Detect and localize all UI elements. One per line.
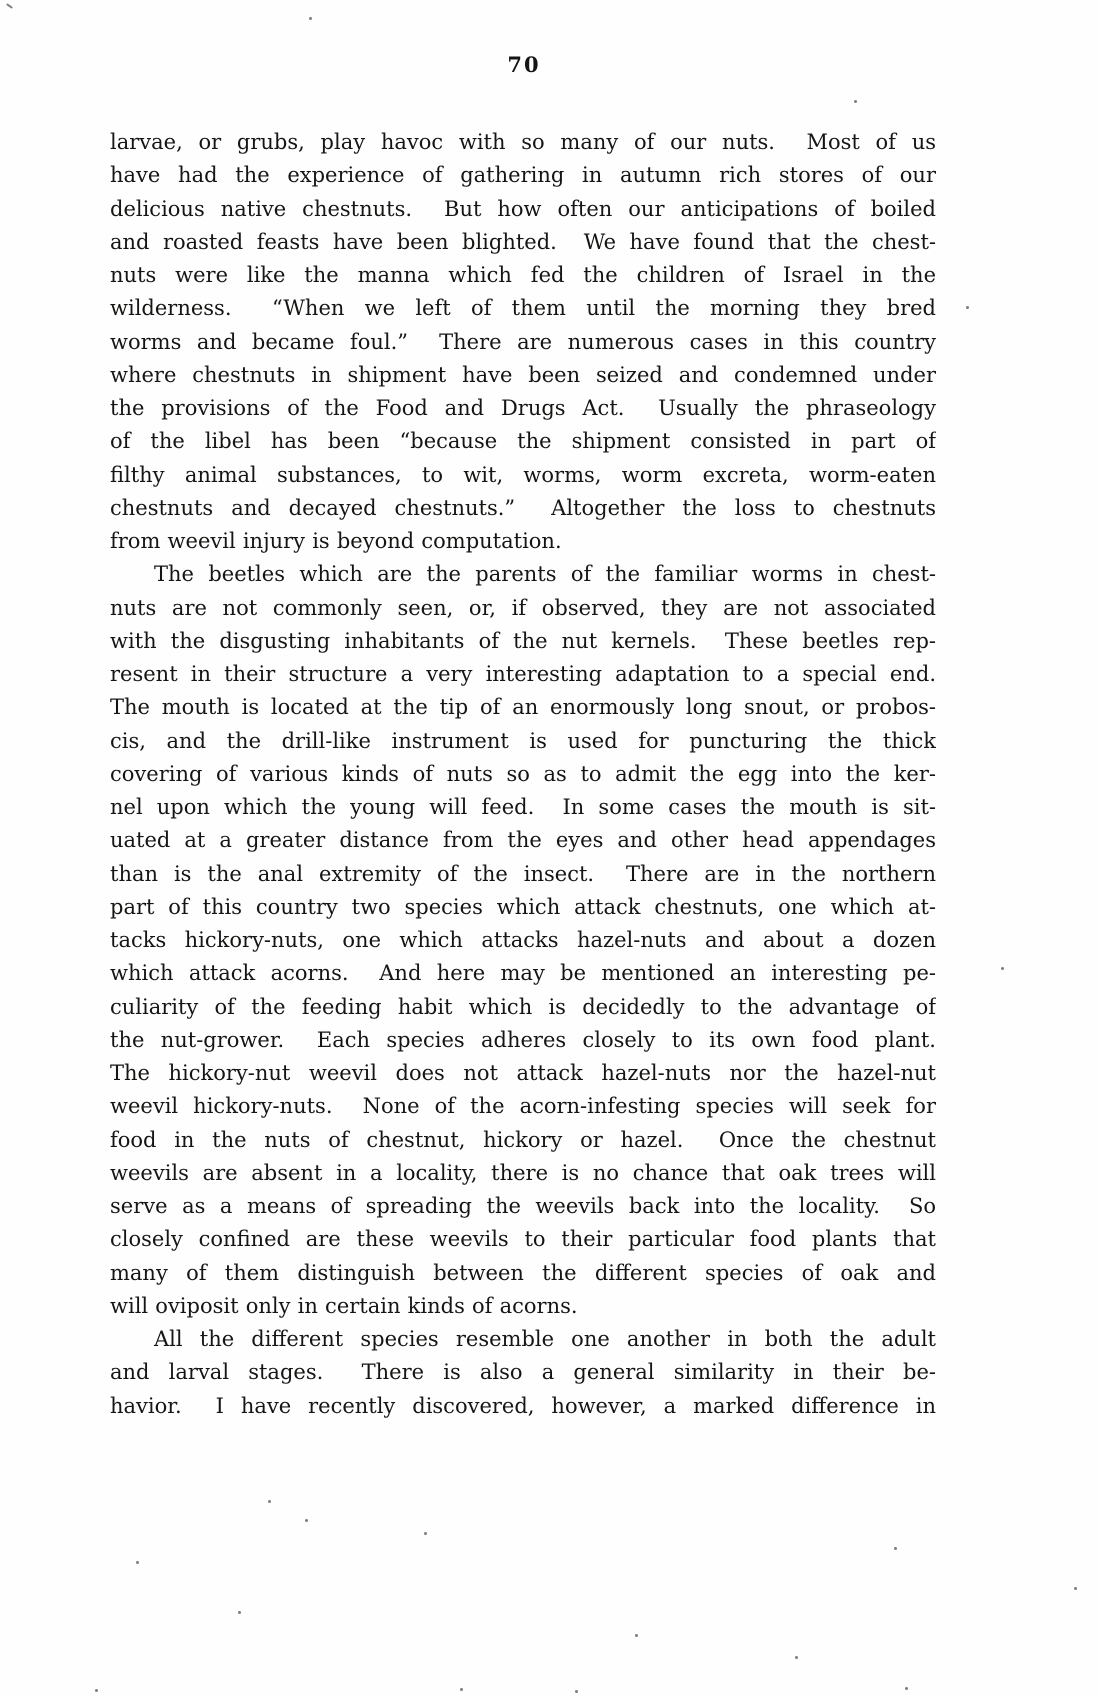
text-line: where chestnuts in shipment have been seized and condemned under [110, 362, 936, 387]
text-line: many of them distinguish between the different species of oak and [110, 1260, 936, 1285]
text-line: nel upon which the young will feed. In some cases the mouth is sit- [110, 795, 936, 819]
paragraph [110, 126, 936, 558]
text-line: from weevil injury is beyond computation. [110, 529, 562, 553]
text-line: All the different species resemble one another in both the adult [154, 1327, 936, 1351]
scan-speck [575, 1690, 578, 1693]
text-line: uated at a greater distance from the eyes and other head appendages [110, 828, 936, 853]
scan-speck [854, 100, 857, 103]
scan-speck [424, 1532, 427, 1535]
scan-speck [6, 3, 13, 9]
page-number: 70 [507, 52, 541, 77]
text-line: than is the anal extremity of the insect. There are in the northern [110, 861, 936, 886]
body-text [110, 126, 936, 1423]
paragraph [110, 1323, 936, 1423]
text-line: weevils are absent in a locality, there is no chance that oak trees will [110, 1160, 936, 1185]
scan-speck [635, 1634, 638, 1637]
text-line: The hickory-nut weevil does not attack hazel-nuts nor the hazel-nut [110, 1061, 936, 1085]
scan-speck [136, 1561, 139, 1564]
text-line: larvae, or grubs, play havoc with so many of our nuts. Most of us [110, 130, 936, 154]
text-line: nuts are not commonly seen, or, if observed, they are not associated [110, 595, 936, 620]
text-line: The beetles which are the parents of the familiar worms in chest- [154, 562, 936, 587]
text-line: worms and became foul.” There are numerous cases in this country [110, 329, 936, 354]
text-line: which attack acorns. And here may be mentioned an interesting pe- [110, 961, 936, 986]
scan-speck [1001, 967, 1004, 970]
scan-speck [966, 306, 969, 309]
scan-speck [460, 1688, 463, 1691]
text-line: food in the nuts of chestnut, hickory or hazel. Once the chestnut [110, 1127, 936, 1152]
scan-speck [905, 1687, 908, 1690]
text-line: covering of various kinds of nuts so as to admit the egg into the ker- [110, 761, 936, 786]
text-line: delicious native chestnuts. But how often our anticipations of boiled [110, 196, 936, 221]
text-line: will oviposit only in certain kinds of acorns. [110, 1293, 578, 1318]
text-line: serve as a means of spreading the weevils back into the locality. So [110, 1194, 936, 1218]
text-line: nuts were like the manna which fed the children of Israel in the [110, 263, 936, 287]
text-line: the nut-grower. Each species adheres closely to its own food plant. [110, 1027, 936, 1052]
text-line: wilderness. “When we left of them until the morning they bred [110, 296, 936, 321]
scan-speck [305, 1519, 308, 1522]
text-line: and roasted feasts have been blighted. We have found that the chest- [110, 229, 936, 254]
text-line: tacks hickory-nuts, one which attacks hazel-nuts and about a dozen [110, 928, 936, 952]
scan-speck [95, 1689, 98, 1692]
text-line: closely confined are these weevils to their particular food plants that [110, 1227, 936, 1252]
text-line: The mouth is located at the tip of an enormously long snout, or probos- [110, 695, 936, 720]
text-line: resent in their structure a very interesting adaptation to a special end. [110, 662, 936, 686]
scan-speck [894, 1547, 897, 1550]
text-line: have had the experience of gathering in autumn rich stores of our [110, 163, 936, 188]
text-line: filthy animal substances, to wit, worms, worm excreta, worm-eaten [110, 462, 936, 487]
text-line: cis, and the drill-like instrument is used for puncturing the thick [110, 728, 936, 753]
text-line: with the disgusting inhabitants of the nut kernels. These beetles rep- [110, 628, 936, 653]
paragraph [110, 558, 936, 1323]
scan-speck [795, 1656, 798, 1659]
text-line: culiarity of the feeding habit which is decidedly to the advantage of [110, 994, 936, 1019]
text-line: weevil hickory-nuts. None of the acorn-infesting species will seek for [110, 1094, 936, 1119]
text-line: chestnuts and decayed chestnuts.” Altogether the loss to chestnuts [110, 495, 936, 520]
text-line: the provisions of the Food and Drugs Act. Usually the phraseology [110, 396, 936, 420]
scan-speck [1074, 1587, 1077, 1590]
text-line: part of this country two species which attack chestnuts, one which at- [110, 894, 936, 919]
scan-speck [238, 1611, 241, 1614]
text-line: and larval stages. There is also a general similarity in their be- [110, 1360, 936, 1385]
scan-speck [268, 1500, 271, 1503]
text-line: of the libel has been “because the shipment consisted in part of [110, 429, 936, 454]
scan-speck [309, 17, 312, 20]
text-line: havior. I have recently discovered, however, a marked difference in [110, 1393, 936, 1418]
